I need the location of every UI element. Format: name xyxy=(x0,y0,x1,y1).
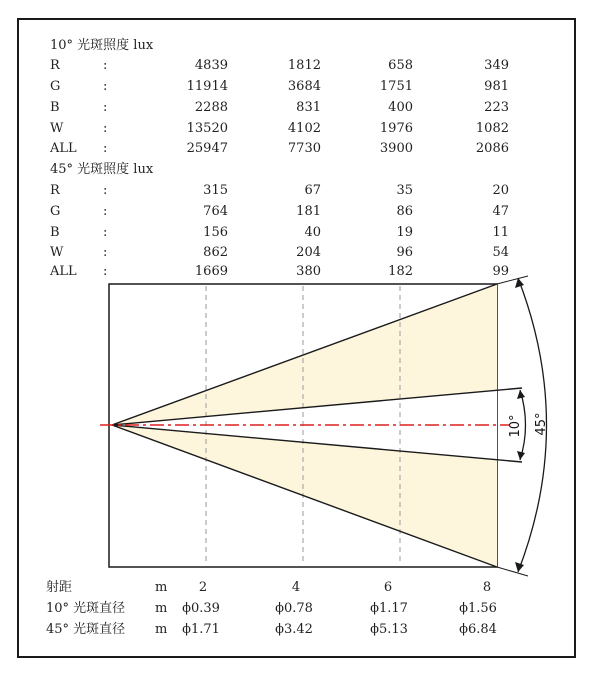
lux-table-45-title: 45° 光斑照度 lux xyxy=(50,162,154,177)
lux-value: 981 xyxy=(484,79,509,94)
row-sep: : xyxy=(103,121,108,136)
lux-value: 25947 xyxy=(186,141,228,156)
lux-value: 400 xyxy=(388,100,413,115)
lux-value: 182 xyxy=(388,264,413,279)
diameter-value: ϕ1.56 xyxy=(459,601,497,616)
diameter-value: ϕ6.84 xyxy=(459,622,497,637)
lux-value: 19 xyxy=(396,225,413,240)
lux-value: 1751 xyxy=(379,79,413,94)
row-label: ALL xyxy=(50,264,77,279)
lux-value: 13520 xyxy=(186,121,228,136)
row-label: G xyxy=(50,204,61,219)
row-label: W xyxy=(50,121,64,136)
row-sep: : xyxy=(103,58,108,73)
lux-value: 4102 xyxy=(287,121,321,136)
diameter-value: ϕ5.13 xyxy=(370,622,408,637)
lux-value: 67 xyxy=(304,183,321,198)
lux-value: 54 xyxy=(492,245,509,260)
diameter-value: ϕ3.42 xyxy=(275,622,313,637)
lux-value: 99 xyxy=(492,264,509,279)
lux-value: 47 xyxy=(492,204,509,219)
row-label: ALL xyxy=(50,141,77,156)
lux-value: 223 xyxy=(484,100,509,115)
lux-value: 181 xyxy=(296,204,321,219)
row-sep: : xyxy=(103,183,108,198)
lux-value: 764 xyxy=(203,204,228,219)
lux-value: 658 xyxy=(388,58,413,73)
lux-value: 11914 xyxy=(186,79,228,94)
diameter-value: ϕ0.78 xyxy=(275,601,313,616)
lux-value: 204 xyxy=(296,245,321,260)
diameter-value: ϕ1.71 xyxy=(182,622,220,637)
arc-arrow xyxy=(515,562,524,572)
outer-angle-label: 45° xyxy=(534,412,549,436)
lux-value: 86 xyxy=(396,204,413,219)
lux-value: 1082 xyxy=(475,121,509,136)
lux-value: 2288 xyxy=(194,100,228,115)
diameter-unit: m xyxy=(155,601,168,616)
lux-value: 1976 xyxy=(379,121,413,136)
lux-value: 315 xyxy=(203,183,228,198)
lux-value: 35 xyxy=(396,183,413,198)
row-sep: : xyxy=(103,264,108,279)
diameter-row-label: 10° 光斑直径 xyxy=(46,601,126,616)
row-label: G xyxy=(50,79,61,94)
inner-angle-label: 10° xyxy=(508,414,523,438)
row-label: R xyxy=(50,58,60,73)
lux-value: 3684 xyxy=(287,79,321,94)
lux-value: 4839 xyxy=(194,58,228,73)
lux-value: 349 xyxy=(484,58,509,73)
lux-value: 3900 xyxy=(379,141,413,156)
lux-value: 11 xyxy=(492,225,509,240)
distance-tick: 6 xyxy=(383,580,393,595)
extension-line xyxy=(497,276,528,284)
lux-value: 2086 xyxy=(475,141,509,156)
lux-table-10-title: 10° 光斑照度 lux xyxy=(50,38,154,53)
row-sep: : xyxy=(103,100,108,115)
row-label: B xyxy=(50,100,60,115)
diameter-unit: m xyxy=(155,622,168,637)
diameter-value: ϕ1.17 xyxy=(370,601,408,616)
lux-value: 862 xyxy=(203,245,228,260)
lux-value: 1812 xyxy=(287,58,321,73)
lux-value: 1669 xyxy=(194,264,228,279)
row-label: R xyxy=(50,183,60,198)
lux-value: 831 xyxy=(296,100,321,115)
lux-value: 20 xyxy=(492,183,509,198)
lux-value: 40 xyxy=(304,225,321,240)
distance-tick: 2 xyxy=(198,580,208,595)
row-sep: : xyxy=(103,225,108,240)
row-sep: : xyxy=(103,204,108,219)
row-sep: : xyxy=(103,245,108,260)
diameter-value: ϕ0.39 xyxy=(182,601,220,616)
lux-value: 156 xyxy=(203,225,228,240)
row-sep: : xyxy=(103,79,108,94)
distance-unit: m xyxy=(155,580,168,595)
lux-value: 380 xyxy=(296,264,321,279)
distance-tick: 4 xyxy=(291,580,301,595)
lux-value: 7730 xyxy=(287,141,321,156)
distance-tick: 8 xyxy=(482,580,492,595)
diameter-row-label: 45° 光斑直径 xyxy=(46,622,126,637)
extension-line xyxy=(497,567,528,576)
row-sep: : xyxy=(103,141,108,156)
row-label: W xyxy=(50,245,64,260)
row-label: B xyxy=(50,225,60,240)
distance-label: 射距 xyxy=(46,580,73,595)
lux-value: 96 xyxy=(396,245,413,260)
